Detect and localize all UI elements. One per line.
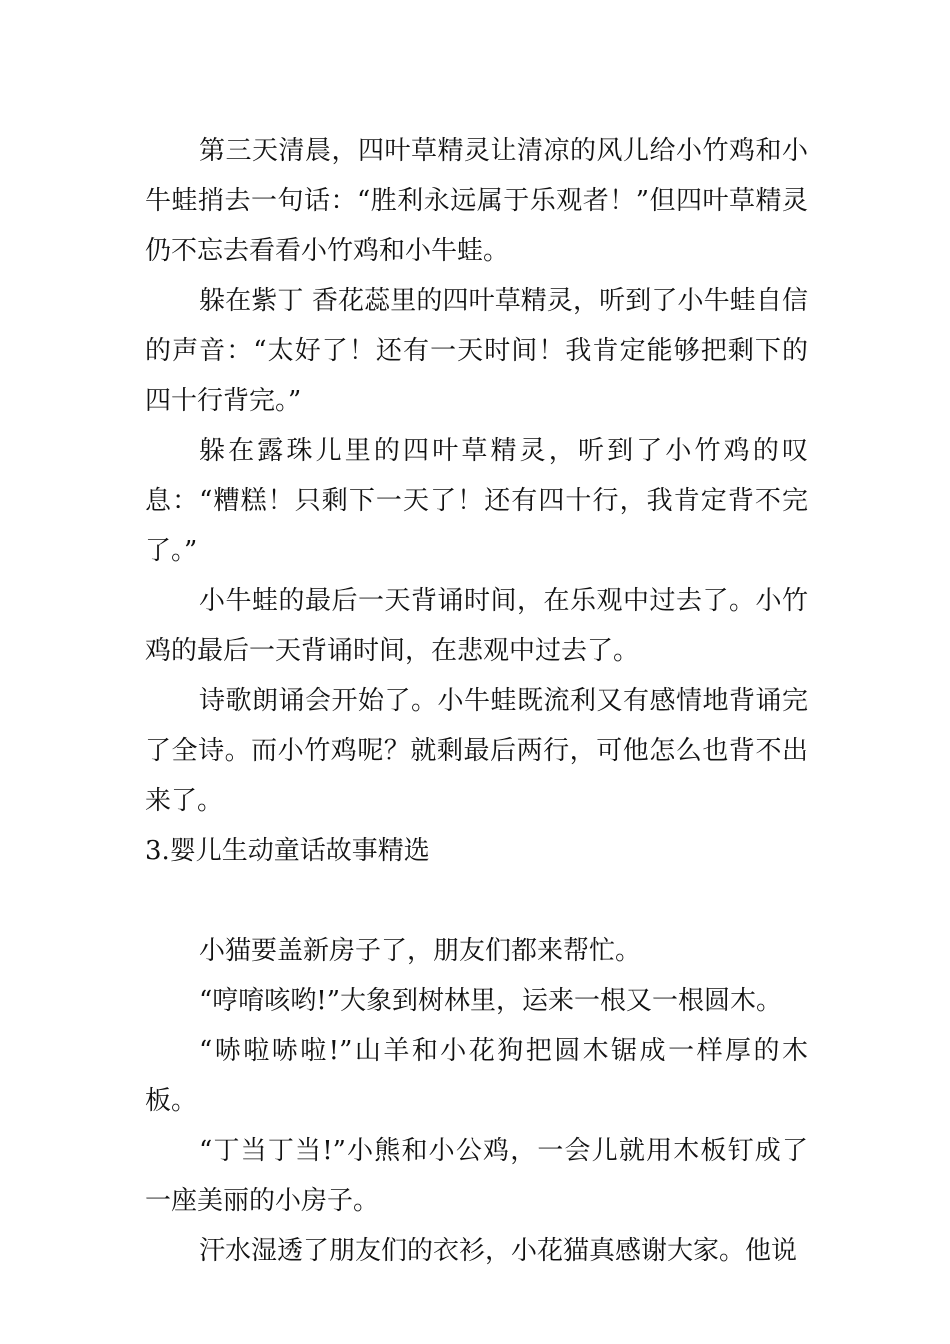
paragraph: 躲在紫丁 香花蕊里的四叶草精灵，听到了小牛蛙自信的声音：“太好了！还有一天时间！我肯定能够把剩下的四十行背完。” (145, 286, 808, 416)
blank-line (145, 876, 808, 926)
document-body (145, 126, 808, 1276)
paragraph: 诗歌朗诵会开始了。小牛蛙既流利又有感情地背诵完了全诗。而小竹鸡呢？就剩最后两行，可他怎么也背不出来了。 (145, 686, 808, 816)
paragraph: 小猫要盖新房子了，朋友们都来帮忙。 (199, 936, 642, 966)
paragraph: “哼唷咳哟!”大象到树林里，运来一根又一根圆木。 (199, 986, 783, 1016)
paragraph: “丁当丁当!”小熊和小公鸡，一会儿就用木板钉成了一座美丽的小房子。 (145, 1136, 808, 1216)
section-heading: 3.婴儿生动童话故事精选 (145, 836, 430, 866)
paragraph: “哧啦哧啦!”山羊和小花狗把圆木锯成一样厚的木板。 (145, 1036, 808, 1116)
paragraph: 第三天清晨，四叶草精灵让清凉的风儿给小竹鸡和小牛蛙捎去一句话：“胜利永远属于乐观者！”但四叶草精灵仍不忘去看看小竹鸡和小牛蛙。 (145, 136, 808, 266)
paragraph: 小牛蛙的最后一天背诵时间，在乐观中过去了。小竹鸡的最后一天背诵时间，在悲观中过去了。 (145, 586, 808, 666)
paragraph: 汗水湿透了朋友们的衣衫，小花猫真感谢大家。他说 (199, 1236, 798, 1266)
paragraph: 躲在露珠儿里的四叶草精灵，听到了小竹鸡的叹息：“糟糕！只剩下一天了！还有四十行，我肯定背不完了。” (145, 436, 808, 566)
